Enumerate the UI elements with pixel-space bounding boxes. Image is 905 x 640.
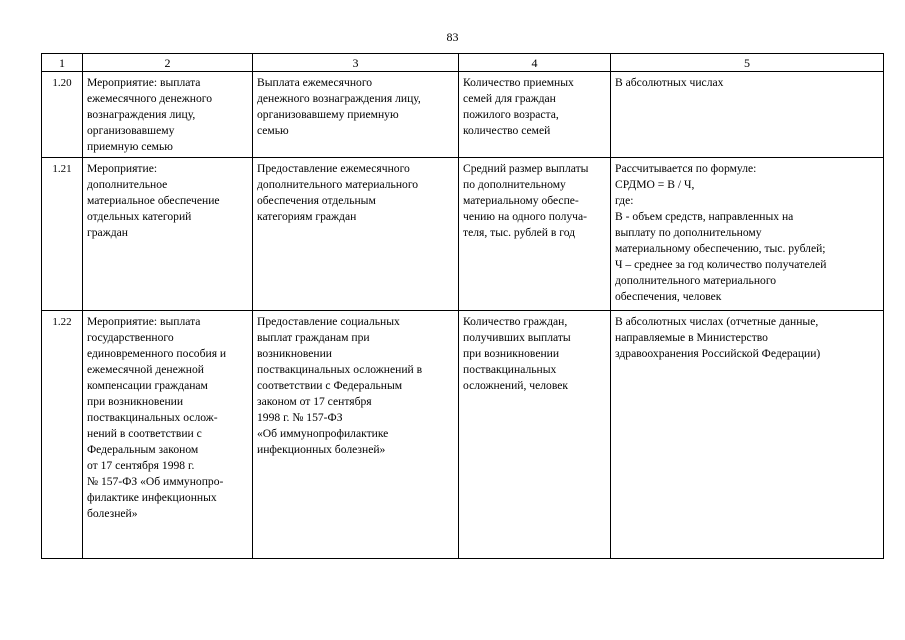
event-cell: Мероприятие: дополнительное материальное обеспечение отдельных категорий граждан xyxy=(83,158,253,311)
table-row xyxy=(42,72,884,158)
event-cell: Мероприятие: выплата государственного единовременного пособия и ежемесячной денежной компенсации гражданам при возникновении поствакцинальных ослож- нений в соответствии с Федеральным законом от 17 сентября 1998 г. № 157-ФЗ «Об иммунопро- филактике инфекционных болезней» xyxy=(83,311,253,559)
event-cell: Мероприятие: выплата ежемесячного денежного вознаграждения лицу, организовавшему приемную семью xyxy=(83,72,253,158)
description-cell: Предоставление ежемесячного дополнительного материального обеспечения отдельным категориям граждан xyxy=(253,158,459,311)
page-number: 83 xyxy=(446,30,459,44)
indicator-cell: Количество приемных семей для граждан пожилого возраста, количество семей xyxy=(459,72,611,158)
row-number: 1.20 xyxy=(42,72,83,158)
row-number: 1.22 xyxy=(42,311,83,559)
indicators-table xyxy=(41,53,884,559)
table-row xyxy=(42,311,884,559)
column-header: 2 xyxy=(83,54,253,72)
description-cell: Предоставление социальных выплат гражданам при возникновении поствакцинальных осложнений в соответствии с Федеральным законом от 17 сентября 1998 г. № 157-ФЗ «Об иммунопрофилактике инфекционных болезней» xyxy=(253,311,459,559)
description-cell: Выплата ежемесячного денежного вознаграждения лицу, организовавшему приемную семью xyxy=(253,72,459,158)
method-cell: В абсолютных числах (отчетные данные, направляемые в Министерство здравоохранения Российской Федерации) xyxy=(611,311,884,559)
column-header: 5 xyxy=(611,54,884,72)
column-header: 3 xyxy=(253,54,459,72)
column-header: 4 xyxy=(459,54,611,72)
method-cell: В абсолютных числах xyxy=(611,72,884,158)
indicator-cell: Количество граждан, получивших выплаты при возникновении поствакцинальных осложнений, человек xyxy=(459,311,611,559)
table-row xyxy=(42,158,884,311)
indicator-cell: Средний размер выплаты по дополнительному материальному обеспе- чению на одного получа- теля, тыс. рублей в год xyxy=(459,158,611,311)
method-cell: Рассчитывается по формуле: СРДМО = В / Ч, где: В - объем средств, направленных на выплату по дополнительному материальному обеспечению, тыс. рублей; Ч – среднее за год количество получателей дополнительного материального обеспечения, человек xyxy=(611,158,884,311)
row-number: 1.21 xyxy=(42,158,83,311)
column-header: 1 xyxy=(42,54,83,72)
table-header-row xyxy=(42,54,884,72)
